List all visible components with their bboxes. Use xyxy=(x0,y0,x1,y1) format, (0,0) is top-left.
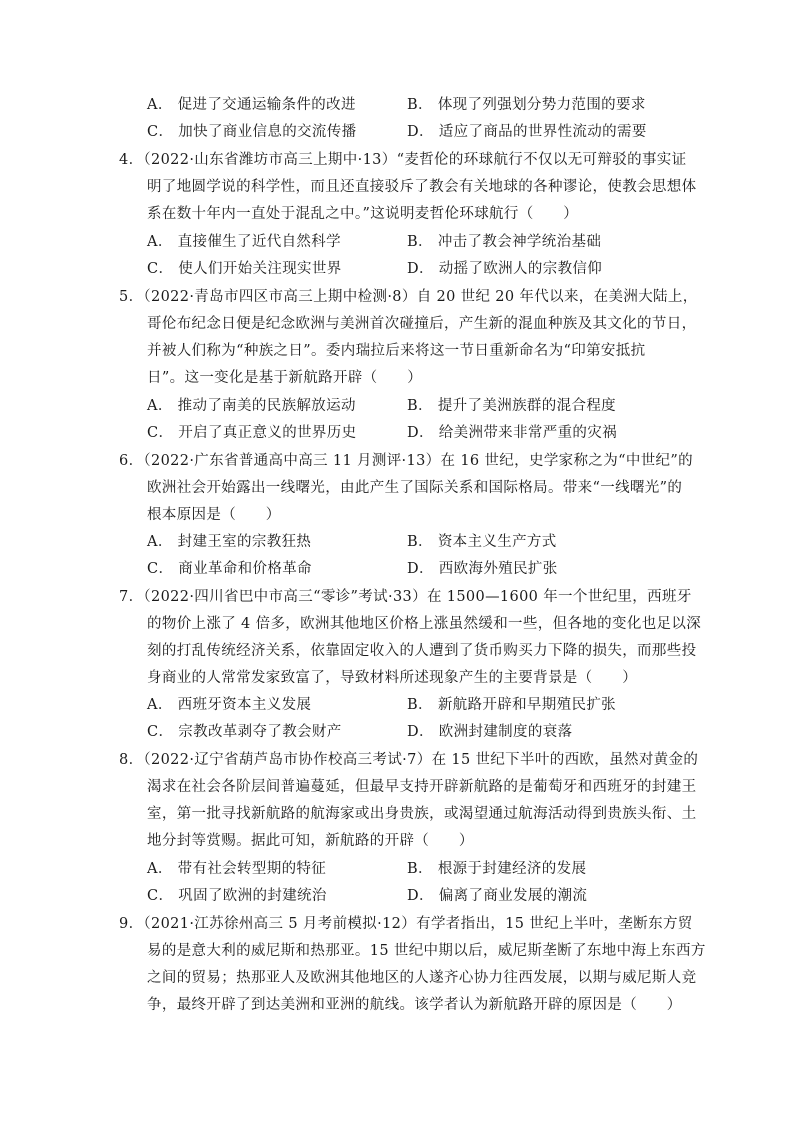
option-b: B． 提升了美洲族群的混合程度 xyxy=(407,398,617,414)
question-text: 欧洲社会开始露出一线曙光，由此产生了国际关系和国际格局。带来“一线曙光”的 xyxy=(147,480,683,496)
option-b: B． 新航路开辟和早期殖民扩张 xyxy=(407,697,617,713)
question-text: 日”。这一变化是基于新航路开辟（ ） xyxy=(147,370,423,386)
question-text: 9．（2021·江苏徐州高三 5 月考前模拟·12）有学者指出，15 世纪上半叶，垄断东方贸 xyxy=(119,916,693,932)
option-d: D． 欧洲封建制度的衰落 xyxy=(407,724,573,740)
question-text: 系在数十年内一直处于混乱之中。”这说明麦哲伦环球航行（ ） xyxy=(147,206,579,222)
question-text: 根本原因是（ ） xyxy=(147,507,281,523)
question-text: 争，最终开辟了到达美洲和亚洲的航线。该学者认为新航路开辟的原因是（ ） xyxy=(147,997,682,1013)
option-a: A． 促进了交通运输条件的改进 xyxy=(147,97,356,113)
question-text: 5．（2022·青岛市四区市高三上期中检测·8）自 20 世纪 20 年代以来，在美洲大陆上， xyxy=(119,289,698,305)
question-text: 渴求在社会各阶层间普遍蔓延，但最早支持开辟新航路的是葡萄牙和西班牙的封建王 xyxy=(147,779,697,795)
option-c: C． 巩固了欧洲的封建统治 xyxy=(147,888,327,904)
option-a: A． 直接催生了近代自然科学 xyxy=(147,234,341,250)
option-d: D． 偏离了商业发展的潮流 xyxy=(407,888,588,904)
question-text: 明了地圆学说的科学性，而且还直接驳斥了教会有关地球的各种谬论，使教会思想体 xyxy=(147,179,697,195)
option-c: C． 使人们开始关注现实世界 xyxy=(147,261,342,277)
option-d: D． 适应了商品的世界性流动的需要 xyxy=(407,124,647,140)
option-d: D． 西欧海外殖民扩张 xyxy=(407,561,558,577)
option-b: B． 体现了列强划分势力范围的要求 xyxy=(407,97,646,113)
option-b: B． 根源于封建经济的发展 xyxy=(407,861,587,877)
option-b: B． 冲击了教会神学统治基础 xyxy=(407,234,602,250)
option-a: A． 带有社会转型期的特征 xyxy=(147,861,327,877)
question-text: 8．（2022·辽宁省葫芦岛市协作校高三考试·7）在 15 世纪下半叶的西欧，虽然对黄金的 xyxy=(119,752,699,768)
option-a: A． 封建王室的宗教狂热 xyxy=(147,534,312,550)
option-c: C． 宗教改革剥夺了教会财产 xyxy=(147,724,342,740)
question-text: 6．（2022·广东省普通高中高三 11 月测评·13）在 16 世纪，史学家称之为“中世纪”的 xyxy=(119,453,694,469)
option-c: C． 商业革命和价格革命 xyxy=(147,561,312,577)
question-text: 7．（2022·四川省巴中市高三“零诊”考试·33）在 1500—1600 年一个世纪里，西班牙 xyxy=(119,589,692,605)
option-c: C． 开启了真正意义的世界历史 xyxy=(147,425,357,441)
option-a: A． 推动了南美的民族解放运动 xyxy=(147,398,356,414)
option-c: C． 加快了商业信息的交流传播 xyxy=(147,124,357,140)
question-text: 易的是意大利的威尼斯和热那亚。15 世纪中期以后，威尼斯垄断了东地中海上东西方 xyxy=(147,943,706,959)
question-text: 哥伦布纪念日便是纪念欧洲与美洲首次碰撞后，产生新的混血种族及其文化的节日， xyxy=(147,316,697,332)
question-text: 之间的贸易；热那亚人及欧洲其他地区的人遂齐心协力往西发展，以期与威尼斯人竞 xyxy=(147,970,697,986)
option-a: A． 西班牙资本主义发展 xyxy=(147,697,312,713)
option-d: D． 给美洲带来非常严重的灾祸 xyxy=(407,425,617,441)
question-text: 室，第一批寻找新航路的航海家或出身贵族，或渴望通过航海活动得到贵族头衔、土 xyxy=(147,806,697,822)
question-text: 的物价上涨了 4 倍多，欧洲其他地区价格上涨虽然缓和一些，但各地的变化也足以深 xyxy=(147,616,702,632)
question-text: 并被人们称为“种族之日”。委内瑞拉后来将这一节日重新命名为“印第安抵抗 xyxy=(147,343,646,359)
question-text: 刻的打乱传统经济关系，依靠固定收入的人遭到了货币购买力下降的损失，而那些投 xyxy=(147,643,697,659)
question-text: 4．（2022·山东省潍坊市高三上期中·13）“麦哲伦的环球航行不仅以无可辩驳的事实证 xyxy=(119,152,687,168)
option-d: D． 动摇了欧洲人的宗教信仰 xyxy=(407,261,603,277)
question-text: 身商业的人常常发家致富了，导致材料所述现象产生的主要背景是（ ） xyxy=(147,670,638,686)
option-b: B． 资本主义生产方式 xyxy=(407,534,557,550)
question-text: 地分封等赏赐。据此可知，新航路的开辟（ ） xyxy=(147,833,474,849)
